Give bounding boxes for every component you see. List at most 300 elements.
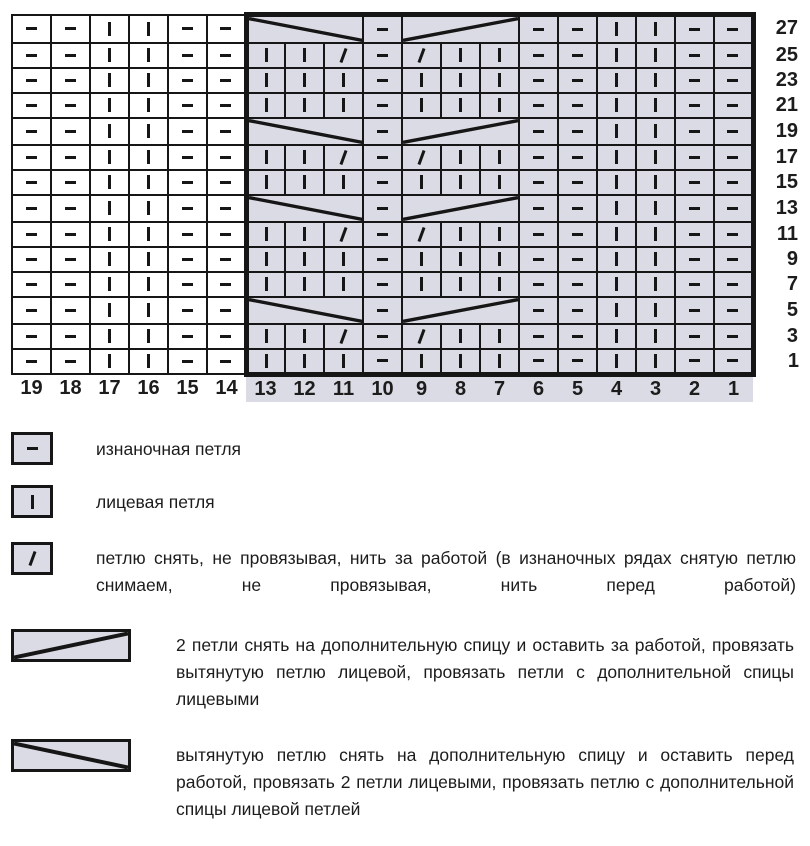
- knit-cell: [402, 247, 441, 272]
- knit-bar-icon: [498, 227, 501, 241]
- knit-cell: [636, 68, 675, 93]
- purl-cell: [207, 222, 246, 247]
- purl-cell: [168, 15, 207, 44]
- knit-cell: [129, 68, 168, 93]
- purl-cell: [12, 247, 51, 272]
- cable-front-cross-cell: [402, 15, 519, 44]
- knit-bar-icon: [498, 329, 501, 343]
- knit-bar-icon: [108, 73, 111, 87]
- legend-symbol-col: [11, 485, 96, 518]
- purl-cell: [168, 324, 207, 349]
- slip-cell: [324, 43, 363, 68]
- knit-bar-icon: [303, 175, 306, 189]
- purl-dash-icon: [572, 258, 583, 261]
- knit-cell: [90, 93, 129, 118]
- knit-bar-icon: [303, 48, 306, 62]
- knit-cell: [129, 195, 168, 222]
- knit-cell: [597, 145, 636, 170]
- knit-cell: [480, 247, 519, 272]
- legend-symbol-col: [11, 432, 96, 465]
- purl-dash-icon: [689, 156, 700, 159]
- purl-cell: [207, 324, 246, 349]
- knit-cell: [129, 324, 168, 349]
- purl-cell: [519, 247, 558, 272]
- knit-cell: [597, 272, 636, 297]
- knit-bar-icon: [303, 150, 306, 164]
- chart-row: [12, 195, 801, 222]
- column-number: 3: [636, 374, 675, 402]
- knit-cell: [636, 93, 675, 118]
- purl-cell: [558, 272, 597, 297]
- legend-text-cable-back: вытянутую петлю снять на дополнительную спицу и оставить перед работой, провязать 2 петли лицевыми, провязать петлю с дополнительной спицы лицевой петлей: [176, 745, 794, 819]
- purl-cell: [675, 43, 714, 68]
- knit-cell: [246, 272, 285, 297]
- knit-bar-icon: [108, 277, 111, 291]
- column-number: 2: [675, 374, 714, 402]
- purl-cell: [51, 15, 90, 44]
- knit-bar-icon: [420, 252, 423, 266]
- purl-cell: [558, 247, 597, 272]
- knit-bar-icon: [459, 98, 462, 112]
- cable-back-cross-cell: [246, 297, 363, 324]
- knit-bar-icon: [147, 48, 150, 62]
- knit-bar-icon: [108, 48, 111, 62]
- purl-cell: [558, 349, 597, 374]
- purl-cell: [168, 170, 207, 195]
- knit-cell: [90, 195, 129, 222]
- purl-dash-icon: [182, 79, 193, 82]
- knit-bar-icon: [147, 22, 150, 36]
- purl-dash-icon: [533, 309, 544, 312]
- purl-dash-icon: [65, 104, 76, 107]
- purl-dash-icon: [689, 359, 700, 362]
- purl-dash-icon: [572, 359, 583, 362]
- chart-row: [12, 349, 801, 374]
- cable-front-cross-cell: [402, 195, 519, 222]
- knit-bar-icon: [147, 150, 150, 164]
- slip-slash-icon: [340, 48, 348, 63]
- knit-cell: [441, 222, 480, 247]
- knit-bar-icon: [342, 277, 345, 291]
- knit-cell: [636, 324, 675, 349]
- purl-cell: [519, 118, 558, 145]
- knit-bar-icon: [303, 329, 306, 343]
- purl-dash-icon: [26, 207, 37, 210]
- knit-bar-icon: [459, 48, 462, 62]
- knit-bar-icon: [108, 201, 111, 215]
- knit-bar-icon: [342, 354, 345, 368]
- knit-bar-icon: [615, 252, 618, 266]
- purl-cell: [714, 272, 753, 297]
- chart-row: [12, 272, 801, 297]
- cable-back-cross-cell: [246, 118, 363, 145]
- knit-cell: [285, 68, 324, 93]
- knit-cell: [129, 247, 168, 272]
- knit-cell: [285, 170, 324, 195]
- purl-cell: [558, 222, 597, 247]
- column-number: 18: [51, 374, 90, 402]
- purl-dash-icon: [572, 207, 583, 210]
- purl-cell: [558, 15, 597, 44]
- slip-symbol-box: [11, 542, 53, 575]
- cable-front-cross-cell: [402, 297, 519, 324]
- purl-cell: [675, 93, 714, 118]
- purl-dash-icon: [26, 258, 37, 261]
- purl-cell: [207, 118, 246, 145]
- knit-bar-icon: [615, 277, 618, 291]
- purl-cell: [714, 247, 753, 272]
- purl-dash-icon: [727, 104, 738, 107]
- knit-bar-icon: [108, 175, 111, 189]
- purl-cell: [12, 170, 51, 195]
- purl-dash-icon: [182, 181, 193, 184]
- purl-cell: [519, 15, 558, 44]
- knit-cell: [597, 68, 636, 93]
- purl-dash-icon: [182, 258, 193, 261]
- purl-dash-icon: [65, 283, 76, 286]
- purl-dash-icon: [26, 309, 37, 312]
- purl-cell: [12, 118, 51, 145]
- slip-slash-icon: [418, 48, 426, 63]
- purl-cell: [363, 195, 402, 222]
- purl-cell: [168, 272, 207, 297]
- knit-bar-icon: [342, 73, 345, 87]
- knit-bar-icon: [147, 73, 150, 87]
- purl-cell: [207, 247, 246, 272]
- purl-dash-icon: [220, 79, 231, 82]
- knit-cell: [636, 118, 675, 145]
- cable-front-diagonal-icon: [14, 632, 128, 659]
- knit-cell: [597, 222, 636, 247]
- knit-cell: [129, 222, 168, 247]
- cable-back-cross-cell: [246, 15, 363, 44]
- column-number: 6: [519, 374, 558, 402]
- slip-cell: [324, 324, 363, 349]
- purl-cell: [519, 222, 558, 247]
- chart-row: [12, 222, 801, 247]
- purl-cell: [714, 118, 753, 145]
- purl-cell: [51, 222, 90, 247]
- knit-cell: [597, 247, 636, 272]
- purl-dash-icon: [572, 181, 583, 184]
- knit-cell: [129, 118, 168, 145]
- purl-dash-icon: [727, 28, 738, 31]
- purl-cell: [363, 297, 402, 324]
- knitting-chart-table: [11, 12, 802, 402]
- knit-cell: [246, 324, 285, 349]
- knit-cell: [597, 43, 636, 68]
- knit-bar-icon: [654, 252, 657, 266]
- knit-bar-icon: [265, 277, 268, 291]
- knit-bar-icon: [420, 175, 423, 189]
- purl-dash-icon: [727, 335, 738, 338]
- knit-cell: [246, 247, 285, 272]
- legend-text-slip: петлю снять, не провязывая, нить за работой (в изнаночных рядах снятую петлю снимаем, не провязывая, нить перед работой): [96, 548, 796, 595]
- purl-cell: [714, 297, 753, 324]
- row-number: 13: [753, 195, 801, 222]
- knit-bar-icon: [147, 329, 150, 343]
- purl-dash-icon: [26, 233, 37, 236]
- purl-dash-icon: [26, 79, 37, 82]
- knit-cell: [441, 170, 480, 195]
- purl-cell: [363, 247, 402, 272]
- knit-bar-icon: [108, 124, 111, 138]
- knit-bar-icon: [108, 227, 111, 241]
- knit-bar-icon: [654, 329, 657, 343]
- purl-cell: [363, 15, 402, 44]
- purl-cell: [363, 222, 402, 247]
- knit-cell: [441, 324, 480, 349]
- column-number: 19: [12, 374, 51, 402]
- knit-bar-icon: [459, 175, 462, 189]
- knit-bar-icon: [265, 73, 268, 87]
- purl-dash-icon: [572, 104, 583, 107]
- purl-dash-icon: [689, 79, 700, 82]
- purl-cell: [714, 170, 753, 195]
- purl-dash-icon: [689, 207, 700, 210]
- knit-bar-icon: [303, 252, 306, 266]
- knit-cell: [402, 68, 441, 93]
- purl-dash-icon: [727, 181, 738, 184]
- purl-dash-icon: [689, 283, 700, 286]
- purl-dash-icon: [689, 309, 700, 312]
- purl-dash-icon: [689, 335, 700, 338]
- knit-bar-icon: [654, 175, 657, 189]
- purl-dash-icon: [65, 79, 76, 82]
- cable-back-cross-icon: [249, 298, 363, 323]
- purl-cell: [51, 43, 90, 68]
- purl-cell: [363, 43, 402, 68]
- column-number: 4: [597, 374, 636, 402]
- purl-cell: [558, 145, 597, 170]
- purl-cell: [675, 247, 714, 272]
- purl-dash-icon: [727, 79, 738, 82]
- legend-symbol-col: [11, 542, 96, 575]
- purl-cell: [51, 324, 90, 349]
- knit-cell: [285, 43, 324, 68]
- purl-cell: [207, 68, 246, 93]
- purl-cell: [51, 195, 90, 222]
- knit-bar-icon: [654, 354, 657, 368]
- purl-dash-icon: [26, 283, 37, 286]
- knit-cell: [285, 222, 324, 247]
- knit-cell: [129, 93, 168, 118]
- knit-cell: [441, 145, 480, 170]
- knit-bar-icon: [147, 227, 150, 241]
- chart-row: [12, 43, 801, 68]
- knit-cell: [480, 222, 519, 247]
- purl-dash-icon: [727, 359, 738, 362]
- knit-bar-icon: [459, 252, 462, 266]
- knit-cell: [129, 272, 168, 297]
- knit-cell: [90, 297, 129, 324]
- knit-cell: [480, 324, 519, 349]
- knit-cell: [480, 272, 519, 297]
- purl-cell: [12, 93, 51, 118]
- chart-row: [12, 145, 801, 170]
- knit-cell: [441, 43, 480, 68]
- knit-bar-icon: [498, 150, 501, 164]
- cable-front-cross-icon: [403, 196, 518, 221]
- chart-row: [12, 297, 801, 324]
- knit-cell: [90, 324, 129, 349]
- purl-dash-icon: [727, 54, 738, 57]
- purl-dash-icon: [65, 335, 76, 338]
- cable-back-diagonal-icon: [14, 742, 128, 769]
- chart-row: [12, 68, 801, 93]
- knit-bar-icon: [31, 495, 34, 509]
- knit-cell: [636, 15, 675, 44]
- purl-cell: [207, 93, 246, 118]
- purl-dash-icon: [377, 104, 388, 107]
- row-number: 11: [753, 222, 801, 247]
- purl-cell: [363, 145, 402, 170]
- purl-cell: [51, 272, 90, 297]
- purl-dash-icon: [26, 156, 37, 159]
- knit-cell: [636, 222, 675, 247]
- cable-front-cross-icon: [403, 17, 518, 42]
- legend-text-cable-front: 2 петли снять на дополнительную спицу и оставить за работой, провязать вытянутую петлю лицевой, провязать петли с дополнительной спицы лицевыми: [176, 635, 794, 709]
- purl-dash-icon: [220, 360, 231, 363]
- purl-cell: [168, 118, 207, 145]
- legend-item-cable-front: [11, 629, 810, 713]
- chart-row: [12, 170, 801, 195]
- purl-dash-icon: [727, 207, 738, 210]
- purl-dash-icon: [220, 207, 231, 210]
- knit-bar-icon: [303, 73, 306, 87]
- purl-dash-icon: [377, 54, 388, 57]
- knit-cell: [636, 43, 675, 68]
- purl-cell: [168, 195, 207, 222]
- legend-item-knit: [11, 485, 810, 518]
- knit-cell: [90, 43, 129, 68]
- knit-cell: [636, 247, 675, 272]
- purl-cell: [519, 145, 558, 170]
- knit-bar-icon: [459, 73, 462, 87]
- knit-bar-icon: [459, 354, 462, 368]
- knit-cell: [285, 272, 324, 297]
- knit-bar-icon: [108, 22, 111, 36]
- legend-item-cable-back: [11, 739, 810, 823]
- cable-front-cross-icon: [403, 119, 518, 144]
- purl-cell: [207, 297, 246, 324]
- knit-cell: [285, 349, 324, 374]
- knit-bar-icon: [303, 354, 306, 368]
- legend: [11, 432, 810, 823]
- knit-cell: [90, 118, 129, 145]
- purl-cell: [51, 145, 90, 170]
- knit-cell: [597, 324, 636, 349]
- knit-cell: [129, 43, 168, 68]
- knit-bar-icon: [654, 277, 657, 291]
- purl-cell: [12, 349, 51, 374]
- purl-cell: [519, 297, 558, 324]
- purl-cell: [12, 145, 51, 170]
- cable-front-cross-icon: [403, 298, 518, 323]
- purl-cell: [363, 272, 402, 297]
- row-number: 15: [753, 170, 801, 195]
- knit-cell: [246, 145, 285, 170]
- purl-dash-icon: [727, 283, 738, 286]
- purl-dash-icon: [377, 233, 388, 236]
- knit-bar-icon: [420, 98, 423, 112]
- knit-cell: [441, 68, 480, 93]
- purl-dash-icon: [220, 27, 231, 30]
- purl-cell: [12, 272, 51, 297]
- purl-cell: [519, 170, 558, 195]
- knit-bar-icon: [615, 73, 618, 87]
- chart-body: [12, 15, 801, 403]
- purl-cell: [714, 93, 753, 118]
- purl-cell: [558, 118, 597, 145]
- row-number: 1: [753, 349, 801, 374]
- knit-cell: [636, 145, 675, 170]
- knit-cell: [480, 349, 519, 374]
- knit-bar-icon: [147, 175, 150, 189]
- purl-dash-icon: [65, 233, 76, 236]
- knit-bar-icon: [498, 175, 501, 189]
- knit-cell: [324, 93, 363, 118]
- column-number: 14: [207, 374, 246, 402]
- knit-bar-icon: [498, 252, 501, 266]
- knit-bar-icon: [265, 227, 268, 241]
- purl-dash-icon: [65, 27, 76, 30]
- knit-cell: [246, 349, 285, 374]
- knit-bar-icon: [654, 303, 657, 317]
- purl-cell: [714, 68, 753, 93]
- row-number: 27: [753, 15, 801, 44]
- purl-cell: [558, 297, 597, 324]
- knit-cell: [636, 272, 675, 297]
- purl-dash-icon: [377, 181, 388, 184]
- column-number: 7: [480, 374, 519, 402]
- knit-cell: [90, 272, 129, 297]
- purl-dash-icon: [572, 283, 583, 286]
- knit-bar-icon: [342, 252, 345, 266]
- knit-cell: [402, 272, 441, 297]
- row-number: 23: [753, 68, 801, 93]
- purl-dash-icon: [377, 130, 388, 133]
- purl-dash-icon: [220, 130, 231, 133]
- knit-bar-icon: [615, 48, 618, 62]
- knit-bar-icon: [265, 354, 268, 368]
- purl-cell: [675, 15, 714, 44]
- purl-dash-icon: [26, 335, 37, 338]
- knit-cell: [636, 349, 675, 374]
- purl-dash-icon: [220, 181, 231, 184]
- knit-cell: [90, 145, 129, 170]
- knit-bar-icon: [654, 98, 657, 112]
- purl-cell: [363, 68, 402, 93]
- slip-slash-icon: [340, 227, 348, 242]
- purl-cell: [714, 43, 753, 68]
- purl-dash-icon: [182, 233, 193, 236]
- row-number: 25: [753, 43, 801, 68]
- knit-bar-icon: [615, 201, 618, 215]
- purl-cell: [675, 195, 714, 222]
- purl-dash-icon: [220, 156, 231, 159]
- purl-cell: [207, 145, 246, 170]
- knit-cell: [129, 15, 168, 44]
- purl-dash-icon: [727, 309, 738, 312]
- slip-slash-icon: [418, 227, 426, 242]
- purl-dash-icon: [26, 181, 37, 184]
- knit-symbol-box: [11, 485, 53, 518]
- knit-cell: [246, 170, 285, 195]
- purl-cell: [558, 43, 597, 68]
- knit-bar-icon: [147, 124, 150, 138]
- purl-dash-icon: [377, 309, 388, 312]
